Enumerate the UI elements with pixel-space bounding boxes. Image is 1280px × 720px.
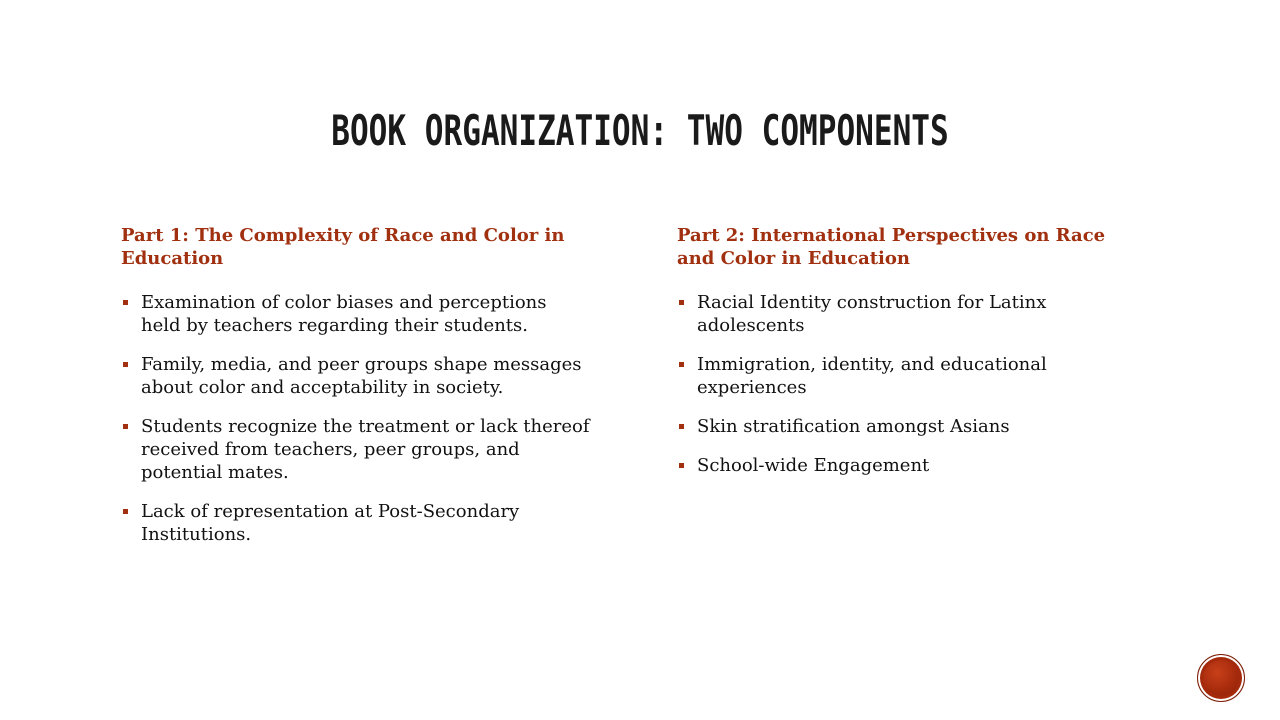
bullet-text: Skin stratification amongst Asians xyxy=(697,416,1010,437)
square-bullet-icon xyxy=(123,300,128,305)
column-heading: Part 2: International Perspectives on Race and Color in Education xyxy=(677,225,1106,269)
bullet-item xyxy=(121,291,591,337)
bullet-list xyxy=(677,291,1147,477)
square-bullet-icon xyxy=(679,362,684,367)
bullet-item xyxy=(121,415,591,484)
column-part-2 xyxy=(677,224,1147,493)
square-bullet-icon xyxy=(679,463,684,468)
square-bullet-icon xyxy=(123,509,128,514)
bullet-text: Examination of color biases and perceptions held by teachers regarding their students. xyxy=(141,292,547,336)
square-bullet-icon xyxy=(679,424,684,429)
square-bullet-icon xyxy=(123,362,128,367)
bullet-list xyxy=(121,291,591,546)
square-bullet-icon xyxy=(123,424,128,429)
column-part-1 xyxy=(121,224,591,562)
bullet-item xyxy=(677,415,1147,438)
bullet-item xyxy=(677,291,1147,337)
bullet-text: Immigration, identity, and educational experiences xyxy=(697,354,1047,398)
bullet-item xyxy=(121,353,591,399)
square-bullet-icon xyxy=(679,300,684,305)
bullet-text: Students recognize the treatment or lack thereof received from teachers, peer groups, and potential mates. xyxy=(141,416,590,483)
bullet-item xyxy=(677,454,1147,477)
column-heading: Part 1: The Complexity of Race and Color in Education xyxy=(121,225,565,269)
bullet-text: Family, media, and peer groups shape messages about color and acceptability in society. xyxy=(141,354,582,398)
circle-icon xyxy=(1203,660,1239,696)
bullet-text: Lack of representation at Post-Secondary Institutions. xyxy=(141,501,520,545)
bullet-item xyxy=(677,353,1147,399)
bullet-text: Racial Identity construction for Latinx adolescents xyxy=(697,292,1047,336)
slide-nav-button[interactable] xyxy=(1197,654,1245,702)
bullet-item xyxy=(121,500,591,546)
slide-title: BOOK ORGANIZATION: TWO COMPONENTS xyxy=(331,106,949,155)
bullet-text: School-wide Engagement xyxy=(697,455,930,476)
